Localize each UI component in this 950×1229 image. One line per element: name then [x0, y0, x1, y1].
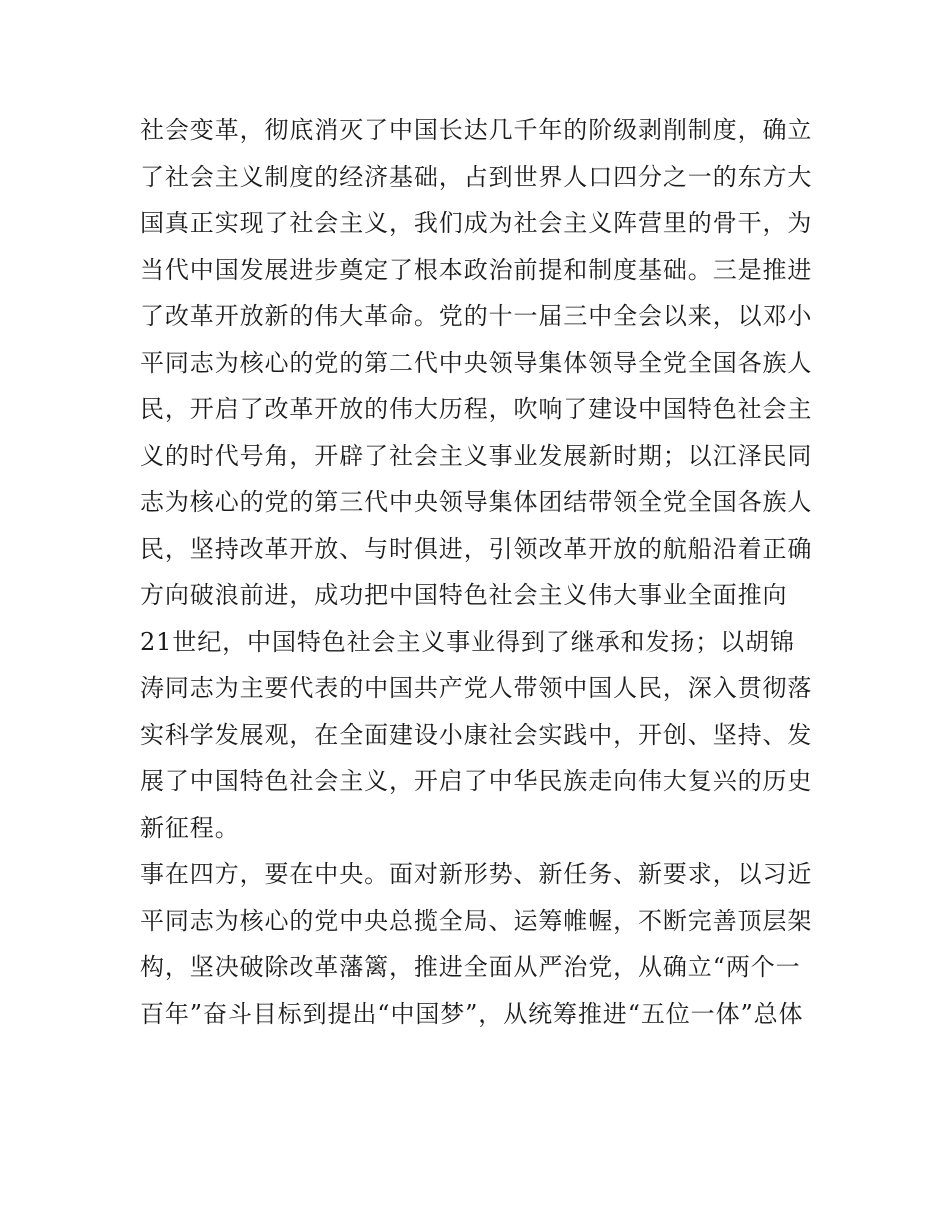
text-line-20: 百年”奋斗目标到提出“中国梦”，从统筹推进“五位一体”总体 — [140, 999, 804, 1028]
text-line-4: 当代中国发展进步奠定了根本政治前提和制度基础。三是推进 — [140, 255, 813, 284]
text-line-11: 方向破浪前进，成功把中国特色社会主义伟大事业全面推向 — [140, 581, 788, 609]
text-line-9: 志为核心的党的第三代中央领导集体团结带领全党全国各族人 — [140, 488, 813, 516]
text-line-13: 涛同志为主要代表的中国共产党人带领中国人民，深入贯彻落 — [140, 674, 813, 702]
text-line-3: 国真正实现了社会主义，我们成为社会主义阵营里的骨干，为 — [140, 209, 813, 237]
text-line-2: 了社会主义制度的经济基础，占到世界人口四分之一的东方大 — [140, 162, 813, 191]
text-line-18: 平同志为核心的党中央总揽全局、运筹帷幄，不断完善顶层架 — [140, 906, 813, 935]
text-line-14: 实科学发展观，在全面建设小康社会实践中，开创、坚持、发 — [140, 720, 813, 749]
text-line-8: 义的时代号角，开辟了社会主义事业发展新时期；以江泽民同 — [140, 441, 813, 470]
body-text — [140, 107, 820, 1037]
text-line-10: 民，坚持改革开放、与时俱进，引领改革开放的航船沿着正确 — [140, 534, 813, 563]
text-line-6: 平同志为核心的党的第二代中央领导集体领导全党全国各族人 — [140, 348, 813, 377]
text-line-1: 社会变革，彻底消灭了中国长达几千年的阶级剥削制度，确立 — [140, 116, 813, 144]
text-line-12: 21世纪，中国特色社会主义事业得到了继承和发扬；以胡锦 — [140, 627, 795, 656]
text-line-16: 新征程。 — [140, 813, 240, 842]
text-line-5: 了改革开放新的伟大革命。党的十一届三中全会以来，以邓小 — [140, 302, 813, 330]
text-line-17: 事在四方，要在中央。面对新形势、新任务、新要求，以习近 — [140, 860, 813, 888]
text-line-7: 民，开启了改革开放的伟大历程，吹响了建设中国特色社会主 — [140, 395, 813, 423]
text-line-15: 展了中国特色社会主义，开启了中华民族走向伟大复兴的历史 — [140, 767, 813, 795]
text-line-19: 构，坚决破除改革藩篱，推进全面从严治党，从确立“两个一 — [140, 953, 801, 981]
